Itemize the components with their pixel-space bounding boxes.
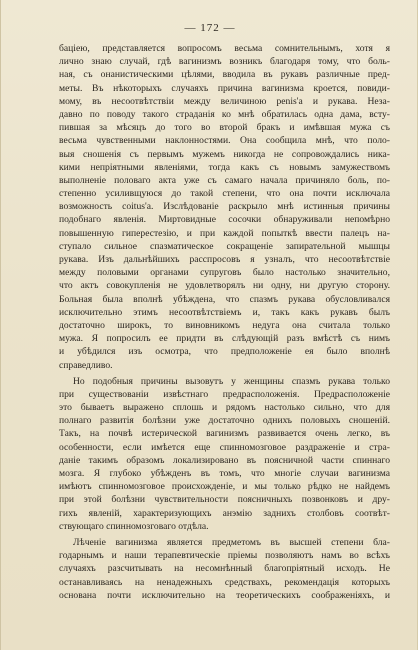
text-line: данiе такимъ образомъ локализировано въ поясничной части спиннаго — [59, 454, 390, 466]
text-line: исключительно этимъ несоотвѣтствiемъ и, такъ какъ рукавъ былъ — [59, 306, 390, 318]
text-line: случаяхъ разсчитывать на несомнѣнный благопрiятный исходъ. Не — [59, 563, 390, 575]
text-line: Больная была вполнѣ убѣждена, что спазмъ рукава обусловливался — [59, 293, 390, 305]
text-line: мозга. Я глубоко убѣжденъ въ томъ, что многiе случаи вагинизма — [59, 468, 390, 479]
text-line: выя сношенiя съ первымъ мужемъ никогда не сопровождались ника- — [59, 148, 390, 160]
text-line: и убѣдился изъ осмотра, что предположенiе ея было вполнѣ — [59, 346, 390, 358]
text-line: ступало сильное спазматическое сокращенiе запирательной мышцы — [59, 240, 390, 252]
text-line: останавливаясь на ненадежныхъ средствахъ, рекомендацiя которыхъ — [59, 576, 390, 588]
text-line: достаточно широкъ, то виновникомъ недуга она считала только — [59, 319, 390, 331]
text-line: кими непрiятными явленiями, тогда какъ съ новымъ замужествомъ — [59, 161, 390, 173]
paragraph-1 — [59, 42, 390, 372]
body-text — [59, 42, 390, 602]
text-line: меты. Въ нѣкоторыхъ случаяхъ причина вагинизма кроется, повиди- — [59, 82, 390, 94]
text-line: Лѣченiе вагинизма является предметомъ въ высшей степени бла- — [73, 536, 390, 548]
text-line: основана почти исключительно на теоретическихъ соображенiяхъ, и — [59, 589, 390, 601]
text-line: гихъ явленiй, характеризующихъ анэмiю заднихъ столбовъ соотвѣт- — [59, 507, 390, 519]
text-line: годарнымъ и наши терапевтическiе прiемы позволяютъ намъ во всѣхъ — [59, 550, 390, 562]
text-line: пившая за мѣсяцъ до того во второй бракъ и имѣвшая мужа съ — [59, 122, 390, 134]
text-line: ствующаго спинномозговаго отдѣла. — [59, 520, 209, 532]
text-line: лично знаю случай, гдѣ вагинизмъ возникъ благодаря тому, что боль- — [59, 56, 390, 68]
text-line: давно по поводу такого страданiя ко мнѣ обратилась одна дама, всту- — [59, 108, 390, 120]
text-line: возможность coitus'a. Изслѣдованiе раскрыло мнѣ истинныя причины — [59, 201, 390, 213]
text-line: Такъ, на почвѣ истерической вагинизмъ развивается очень легко, въ — [59, 428, 390, 440]
paragraph-3 — [59, 536, 390, 602]
text-line: повышенную гиперестезiю, и при каждой попыткѣ ввести палецъ на- — [59, 227, 390, 239]
paragraph-2 — [59, 375, 390, 533]
text-line: полнаго развитiя болѣзни уже достаточно однихъ половыхъ сношенiй. — [59, 415, 390, 427]
text-line: подобнаго явленiя. Миртовидные сосочки обнаруживали непомѣрно — [59, 214, 390, 226]
text-line: мому, въ несоотвѣтствiи между величиною penis'a и рукава. Неза- — [59, 95, 390, 107]
text-line: выполненiе половаго акта уже съ самаго начала причиняло боль, по- — [59, 174, 390, 186]
text-line: степенно усиливщуюся до такой степени, что она почти исключала — [59, 188, 390, 200]
page-number: — 172 — — [184, 22, 236, 34]
text-line: при этой болѣзни чувствительности поясничныхъ позвонковъ и дру- — [59, 494, 390, 506]
text-line: весьма чувственными наклонностями. Она сообщила мнѣ, что поло- — [59, 135, 390, 147]
text-line: имѣютъ спинномозговое происхожденiе, и мы только рѣдко не найдемъ — [59, 481, 390, 493]
text-line: что актъ совокупленiя не удовлетворялъ ни одну, ни другую сторону. — [59, 280, 390, 292]
text-line: ная, съ онанистическими цѣлями, вводила въ рукавъ различные пред- — [59, 69, 390, 81]
text-line: справедливо. — [59, 359, 113, 371]
text-line: мужа. Я попросилъ ее придти въ слѣдующiй разъ вмѣстѣ съ нимъ — [59, 333, 390, 345]
text-line: при существованiи извѣстнаго предрасположенiя. Предрасположенiе — [59, 388, 390, 400]
text-line: рукава. Изъ дальнѣйшихъ расспросовъ я узналъ, что несоотвѣтствiе — [59, 254, 390, 265]
text-line: Но подобныя причины вызовутъ у женщины спазмъ рукава только — [73, 375, 390, 387]
text-line: особенности, если имѣется еще спинномозговое раздраженiе и стра- — [59, 441, 390, 453]
text-line: это бываетъ выражено сплошь и рядомъ настолько сильно, что для — [59, 402, 390, 414]
text-line: бацiею, представляется вопросомъ весьма сомнительнымъ, хотя я — [59, 43, 390, 54]
text-line: между половыми органами супруговъ было настолько значительно, — [59, 267, 390, 279]
